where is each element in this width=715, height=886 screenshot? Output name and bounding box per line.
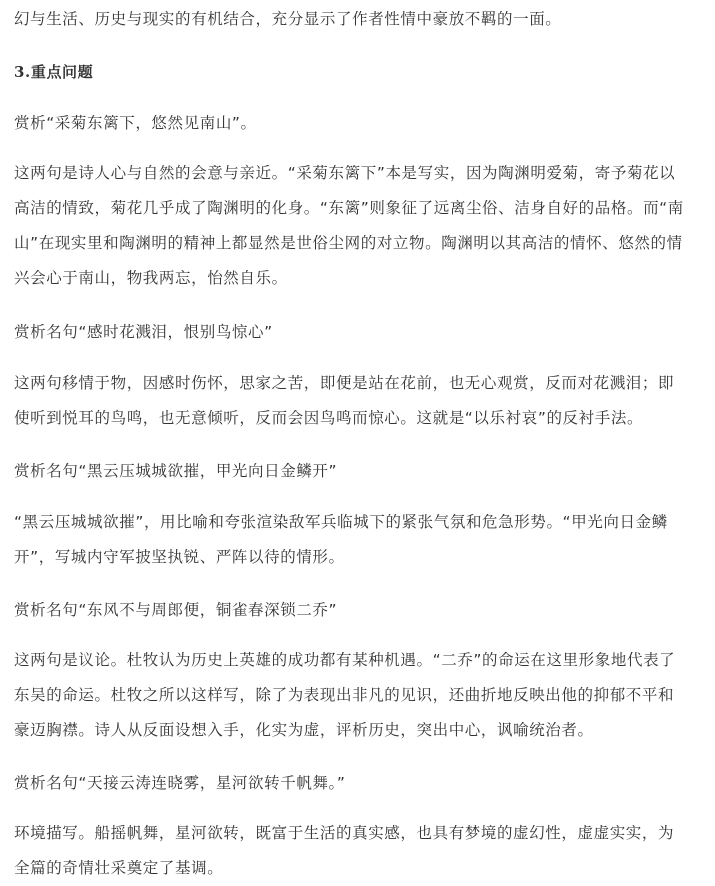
answer-4: 这两句是议论。杜牧认为历史上英雄的成功都有某种机遇。“二乔”的命运在这里形象地代表了东吴的命运。杜牧之所以这样写，除了为表现出非凡的见识，还曲折地反映出他的抑郁不平和豪迈胸襟。诗人从反面设想入手，化实为虚，评析历史，突出中心，讽喻统治者。 <box>14 651 676 739</box>
answer-3: “黑云压城城欲摧”，用比喻和夸张渲染敌军兵临城下的紧张气氛和危急形势。“甲光向日金鳞开”，写城内守军披坚执锐、严阵以待的情形。 <box>14 513 668 566</box>
question-1: 赏析“采菊东篱下，悠然见南山”。 <box>14 114 257 132</box>
section-heading: 3.重点问题 <box>14 63 94 81</box>
question-2: 赏析名句“感时花溅泪，恨别鸟惊心” <box>14 323 273 341</box>
question-5: 赏析名句“天接云涛连晓雾，星河欲转千帆舞。” <box>14 774 346 792</box>
question-4: 赏析名句“东风不与周郎便，铜雀春深锁二乔” <box>14 601 338 619</box>
answer-1: 这两句是诗人心与自然的会意与亲近。“采菊东篱下”本是写实，因为陶渊明爱菊，寄予菊花以高洁的情致，菊花几乎成了陶渊明的化身。“东篱”则象征了远离尘俗、洁身自好的品格。而“南山”在现实里和陶渊明的精神上都显然是世俗尘网的对立物。陶渊明以其高洁的情怀、悠然的情兴会心于南山，物我两忘，怡然自乐。 <box>14 164 684 287</box>
question-3: 赏析名句“黑云压城城欲摧，甲光向日金鳞开” <box>14 462 338 480</box>
paragraph-intro-tail: 幻与生活、历史与现实的有机结合，充分显示了作者性情中豪放不羁的一面。 <box>14 10 562 28</box>
answer-5: 环境描写。船摇帆舞，星河欲转，既富于生活的真实感，也具有梦境的虚幻性，虚虚实实，为全篇的奇情壮采奠定了基调。 <box>14 824 675 877</box>
answer-2: 这两句移情于物，因感时伤怀，思家之苦，即便是站在花前，也无心观赏，反而对花溅泪；即使听到悦耳的鸟鸣，也无意倾听，反而会因鸟鸣而惊心。这就是“以乐衬哀”的反衬手法。 <box>14 374 675 427</box>
